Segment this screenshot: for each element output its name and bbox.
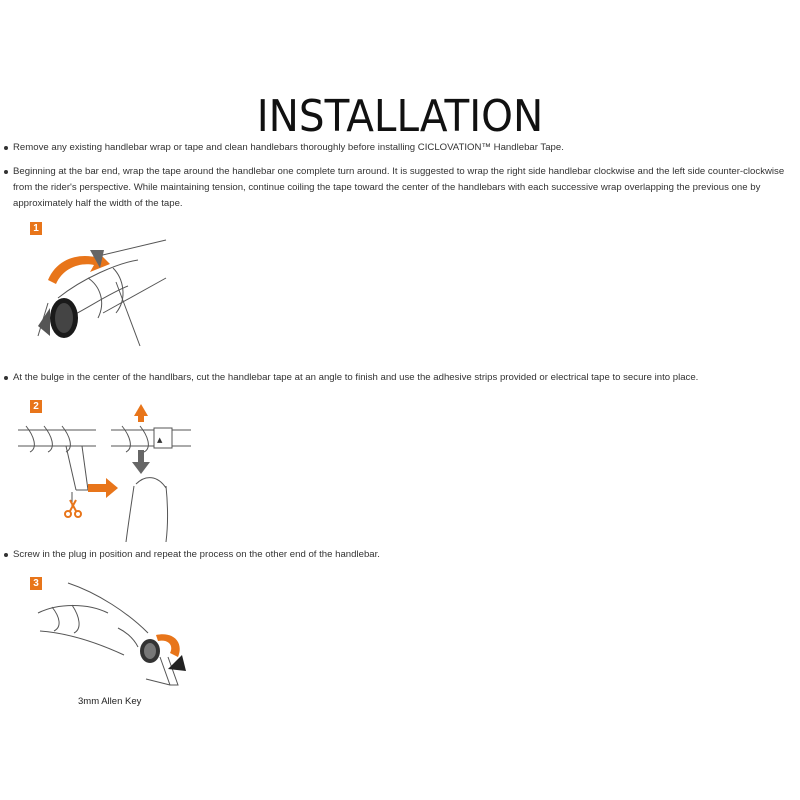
- bullet-dot: [4, 553, 8, 557]
- bullet-dot: [4, 376, 8, 380]
- step-3-illustration: [28, 573, 198, 713]
- svg-text:▲: ▲: [157, 436, 163, 444]
- step-badge: 1: [30, 222, 42, 235]
- instruction-text: Remove any existing handlebar wrap or tape and clean handlebars thoroughly before installing CICLOVATION™ Handlebar Tape.: [13, 142, 564, 153]
- instruction-text: At the bulge in the center of the handlbars, cut the handlebar tape at an angle to finish and use the adhesive strips provided or electrical tape to secure into place.: [13, 372, 699, 383]
- cut-and-secure-drawing: [16, 396, 196, 542]
- allen-key-caption: 3mm Allen Key: [78, 696, 142, 707]
- step-badge: 3: [30, 577, 42, 590]
- bullet-dot: [4, 170, 8, 174]
- step-2-illustration: [16, 396, 196, 542]
- plug-install-drawing: [28, 573, 198, 693]
- instruction-text: Screw in the plug in position and repeat the process on the other end of the handlebar.: [13, 549, 380, 560]
- bullet-dot: [4, 146, 8, 150]
- instruction-item: [13, 164, 788, 212]
- instruction-text: Beginning at the bar end, wrap the tape around the handlebar one complete turn around. It is suggested to wrap the right side handlebar clockwise and the left side counter-clockwise from the rider's perspective. While maintaining tension, continue coiling the tape toward the center of the handlebars with each successive wrap overlapping the previous one by approximately half the width of the tape.: [13, 166, 785, 209]
- instruction-item: [13, 370, 793, 386]
- step-badge: 2: [30, 400, 42, 413]
- step-1-illustration: [28, 218, 178, 353]
- instruction-item: [13, 547, 793, 563]
- instruction-item: [13, 140, 793, 156]
- handlebar-wrap-start-drawing: [28, 218, 178, 353]
- page-title: INSTALLATION: [256, 91, 544, 143]
